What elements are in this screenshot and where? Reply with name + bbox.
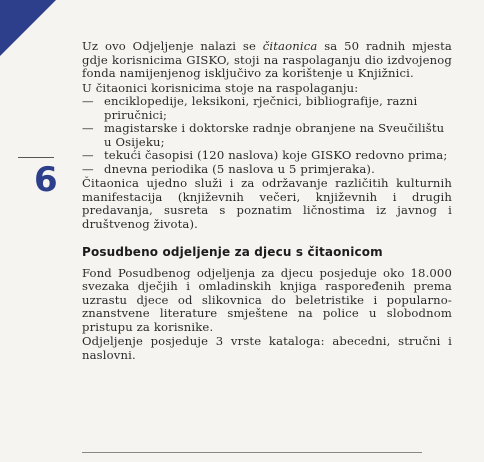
list-item: [82, 95, 452, 122]
page-number: 6: [34, 160, 58, 200]
corner-triangle-decoration: [0, 0, 56, 56]
section-heading-children: Posudbeno odjeljenje za djecu s čitaonicom: [82, 245, 383, 259]
list-item: [82, 149, 452, 163]
list-item-text: dnevna periodika (5 naslova u 5 primjeraka).: [104, 161, 375, 176]
page-content: [82, 40, 452, 362]
bottom-rule: [82, 452, 422, 453]
dash-bullet: —: [82, 121, 94, 135]
dash-bullet: —: [82, 161, 94, 176]
intro-paragraph: [82, 40, 452, 81]
list-item-text: tekući časopisi (120 naslova) koje GISKO redovno prima;: [104, 148, 448, 162]
intro-text-start: Uz ovo Odjeljenje nalazi se: [82, 39, 263, 53]
catalog-paragraph: Odjeljenje posjeduje 3 vrste kataloga: abecedni, stručni i naslovni.: [82, 334, 452, 362]
fond-paragraph: Fond Posudbenog odjeljenja za djecu posjeduje oko 18.000 svezaka dječjih i omladinskih knjiga raspoređenih prema uzrastu djece od slikovnica do beletristike i popularno-znanstvene literature smještene na police u slobodnom pristupu za korisnike.: [82, 265, 452, 334]
intro-text-end: sa 50 radnih mjesta gdje korisnicima GISKO, stoji na raspolaganju dio izdvojenog fonda namijenjenog isključivo za korištenje u Knjižnici.: [82, 39, 452, 80]
dash-bullet: —: [82, 94, 94, 108]
culture-paragraph: Čitaonica ujedno služi i za održavanje različitih kulturnih manifestacija (književnih večeri, književnih i drugih predavanja, susreta s poznatim ličnostima iz javnog i društvenog života).: [82, 176, 452, 231]
intro-italic-term: čitaonica: [262, 39, 318, 53]
list-item-text: magistarske i doktorske radnje obranjene na Sveučilištu u Osijeku;: [104, 121, 445, 149]
resources-intro: U čitaonici korisnicima stoje na raspolaganju:: [82, 80, 359, 95]
page-number-rule: [18, 157, 54, 158]
resources-list: [82, 95, 452, 176]
list-item: [82, 122, 452, 149]
list-item-text: enciklopedije, leksikoni, rječnici, bibliografije, razni priručnici;: [104, 94, 418, 122]
list-item: [82, 163, 452, 177]
dash-bullet: —: [82, 148, 94, 162]
